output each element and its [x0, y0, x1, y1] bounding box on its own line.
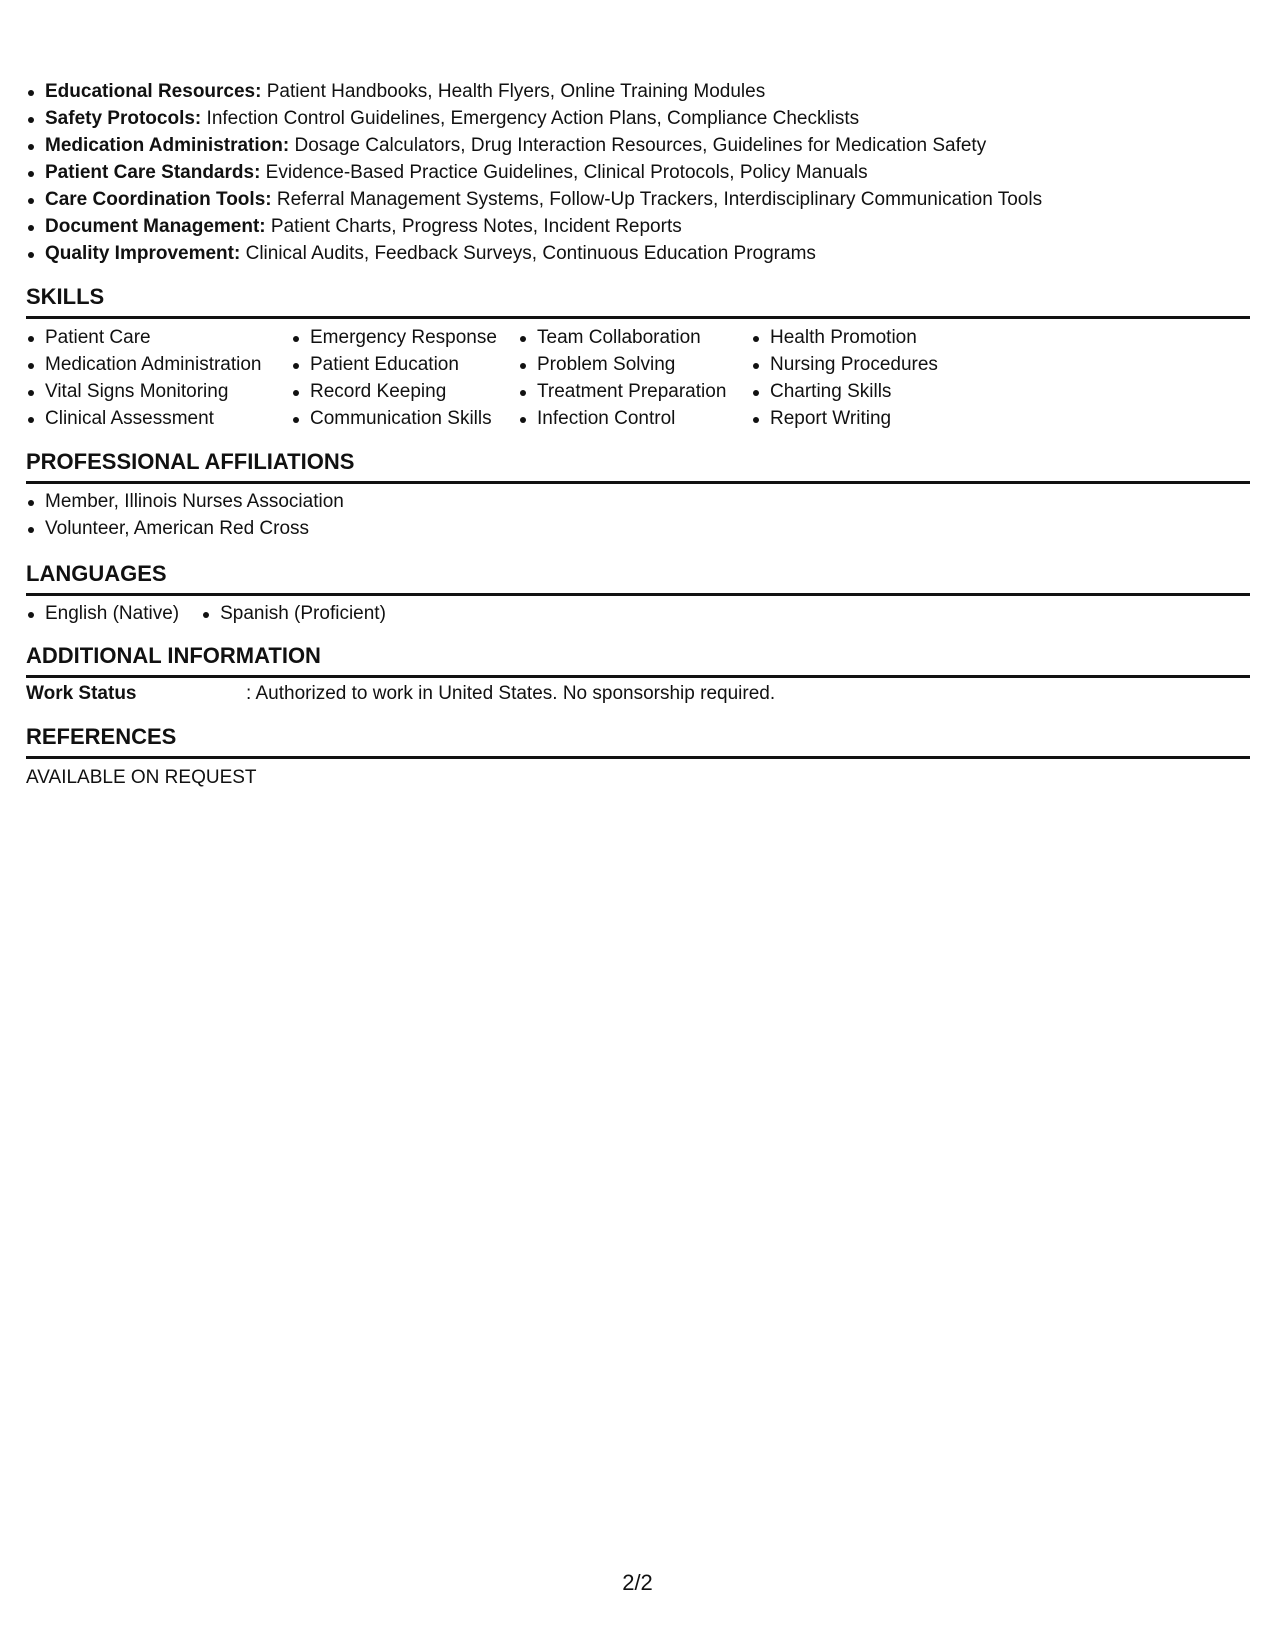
affiliations-list [26, 488, 344, 542]
skill-item: Health Promotion [751, 324, 991, 351]
languages-list [26, 600, 408, 627]
resource-label: Safety Protocols: [45, 108, 202, 129]
skill-item: Problem Solving [518, 351, 751, 378]
language-item: Spanish (Proficient) [201, 600, 386, 627]
list-item [26, 213, 1042, 240]
references-text: AVAILABLE ON REQUEST [26, 767, 257, 788]
affiliations-heading: PROFESSIONAL AFFILIATIONS [26, 449, 1250, 484]
additional-info-heading: ADDITIONAL INFORMATION [26, 643, 1250, 678]
resource-text: Referral Management Systems, Follow-Up Trackers, Interdisciplinary Communication Tools [271, 189, 1043, 210]
resource-label: Quality Improvement: [45, 243, 241, 264]
list-item [26, 105, 1042, 132]
skill-item: Team Collaboration [518, 324, 751, 351]
resource-label: Educational Resources: [45, 81, 262, 102]
list-item [26, 159, 1042, 186]
resource-label: Care Coordination Tools: [45, 189, 272, 210]
skills-column [291, 324, 518, 432]
resource-label: Medication Administration: [45, 135, 290, 156]
skill-item: Charting Skills [751, 378, 991, 405]
skill-item: Clinical Assessment [26, 405, 291, 432]
resource-label: Patient Care Standards: [45, 162, 261, 183]
skill-item: Nursing Procedures [751, 351, 991, 378]
work-status-label: Work Status [26, 683, 137, 704]
skill-item: Report Writing [751, 405, 991, 432]
resource-text: Clinical Audits, Feedback Surveys, Continuous Education Programs [240, 243, 816, 264]
work-status-row [26, 682, 775, 706]
skills-column [26, 324, 291, 432]
skill-item: Emergency Response [291, 324, 518, 351]
skill-item: Vital Signs Monitoring [26, 378, 291, 405]
skill-item: Patient Care [26, 324, 291, 351]
resource-text: Dosage Calculators, Drug Interaction Resources, Guidelines for Medication Safety [289, 135, 987, 156]
list-item [26, 132, 1042, 159]
skill-item: Record Keeping [291, 378, 518, 405]
resource-text: Infection Control Guidelines, Emergency Action Plans, Compliance Checklists [201, 108, 860, 129]
resource-text: Patient Handbooks, Health Flyers, Online Training Modules [261, 81, 766, 102]
list-item [26, 78, 1042, 105]
skill-item: Communication Skills [291, 405, 518, 432]
resources-list [26, 78, 1042, 267]
page-number: 2/2 [622, 1570, 653, 1595]
affiliation-item: Volunteer, American Red Cross [26, 515, 344, 542]
language-item: English (Native) [26, 600, 179, 627]
list-item [26, 240, 1042, 267]
languages-heading: LANGUAGES [26, 561, 1250, 596]
resource-text: Evidence-Based Practice Guidelines, Clinical Protocols, Policy Manuals [260, 162, 868, 183]
skills-column [518, 324, 751, 432]
affiliation-item: Member, Illinois Nurses Association [26, 488, 344, 515]
skill-item: Patient Education [291, 351, 518, 378]
resource-label: Document Management: [45, 216, 266, 237]
skills-grid [26, 324, 991, 432]
skill-item: Treatment Preparation [518, 378, 751, 405]
skills-heading: SKILLS [26, 284, 1250, 319]
resource-text: Patient Charts, Progress Notes, Incident Reports [265, 216, 682, 237]
skills-column [751, 324, 991, 432]
skill-item: Medication Administration [26, 351, 291, 378]
work-status-value: : Authorized to work in United States. No sponsorship required. [246, 683, 776, 704]
skill-item: Infection Control [518, 405, 751, 432]
references-heading: REFERENCES [26, 724, 1250, 759]
list-item [26, 186, 1042, 213]
